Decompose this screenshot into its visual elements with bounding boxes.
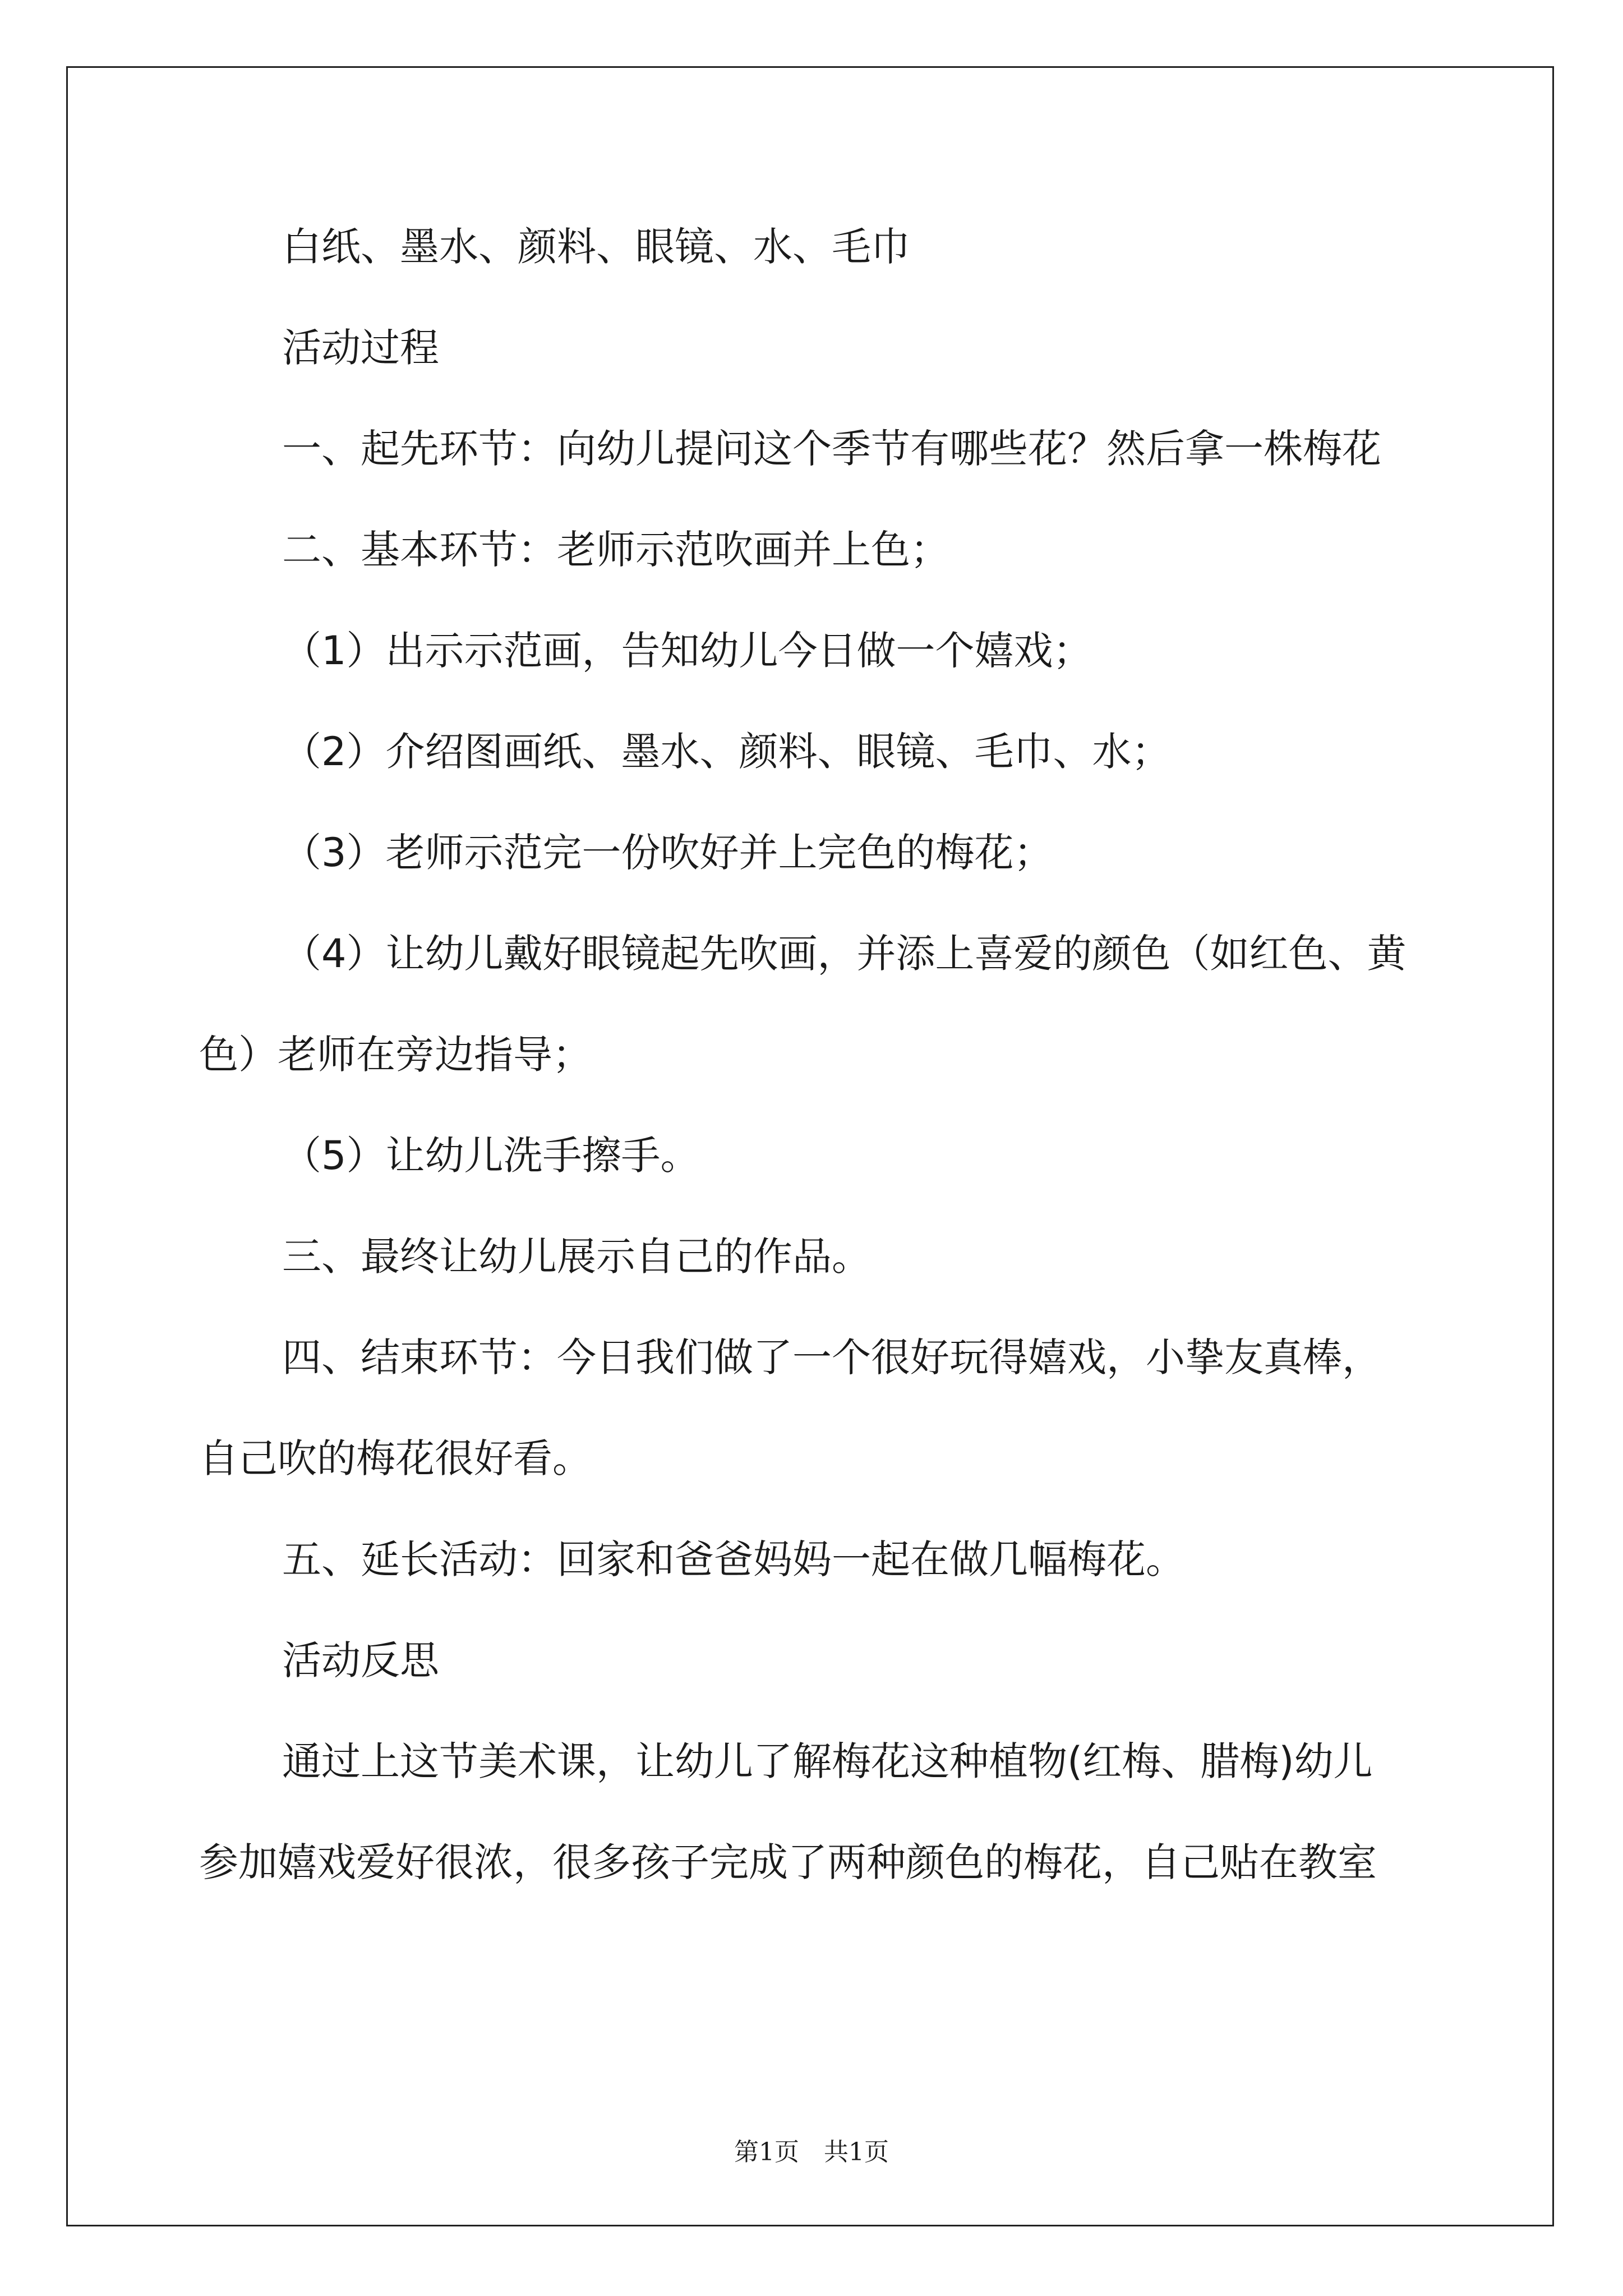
step-four: 四、结束环节：今日我们做了一个很好玩得嬉戏，小挚友真棒， [282, 1335, 1381, 1381]
section-heading-reflection: 活动反思 [282, 1637, 439, 1683]
page-total: 共1页 [824, 2138, 889, 2166]
page-footer [0, 2132, 1623, 2168]
document-body [199, 196, 1433, 1913]
step-one: 一、起先环节：向幼儿提问这个季节有哪些花？然后拿一株梅花 [282, 426, 1381, 472]
materials-line: 白纸、墨水、颜料、眼镜、水、毛巾 [282, 224, 910, 270]
substep-1: （1）出示示范画，告知幼儿今日做一个嬉戏； [282, 628, 1092, 674]
substep-2: （2）介绍图画纸、墨水、颜料、眼镜、毛巾、水； [282, 729, 1171, 775]
step-five: 五、延长活动：回家和爸爸妈妈一起在做几幅梅花。 [282, 1536, 1185, 1582]
step-four-continued: 自己吹的梅花很好看。 [199, 1435, 592, 1481]
step-two: 二、基本环节：老师示范吹画并上色； [282, 527, 949, 573]
substep-4-continued: 色）老师在旁边指导； [199, 1032, 592, 1078]
page-number: 第1页 [734, 2138, 799, 2166]
substep-4: （4）让幼儿戴好眼镜起先吹画，并添上喜爱的颜色（如红色、黄 [282, 931, 1407, 977]
step-three: 三、最终让幼儿展示自己的作品。 [282, 1234, 871, 1280]
substep-3: （3）老师示范完一份吹好并上完色的梅花； [282, 830, 1053, 876]
reflection-line-1: 通过上这节美术课，让幼儿了解梅花这种植物(红梅、腊梅)幼儿 [282, 1738, 1373, 1784]
reflection-line-2: 参加嬉戏爱好很浓，很多孩子完成了两种颜色的梅花，自己贴在教室 [199, 1839, 1377, 1885]
section-heading-process: 活动过程 [282, 325, 439, 371]
substep-5: （5）让幼儿洗手擦手。 [282, 1133, 700, 1179]
